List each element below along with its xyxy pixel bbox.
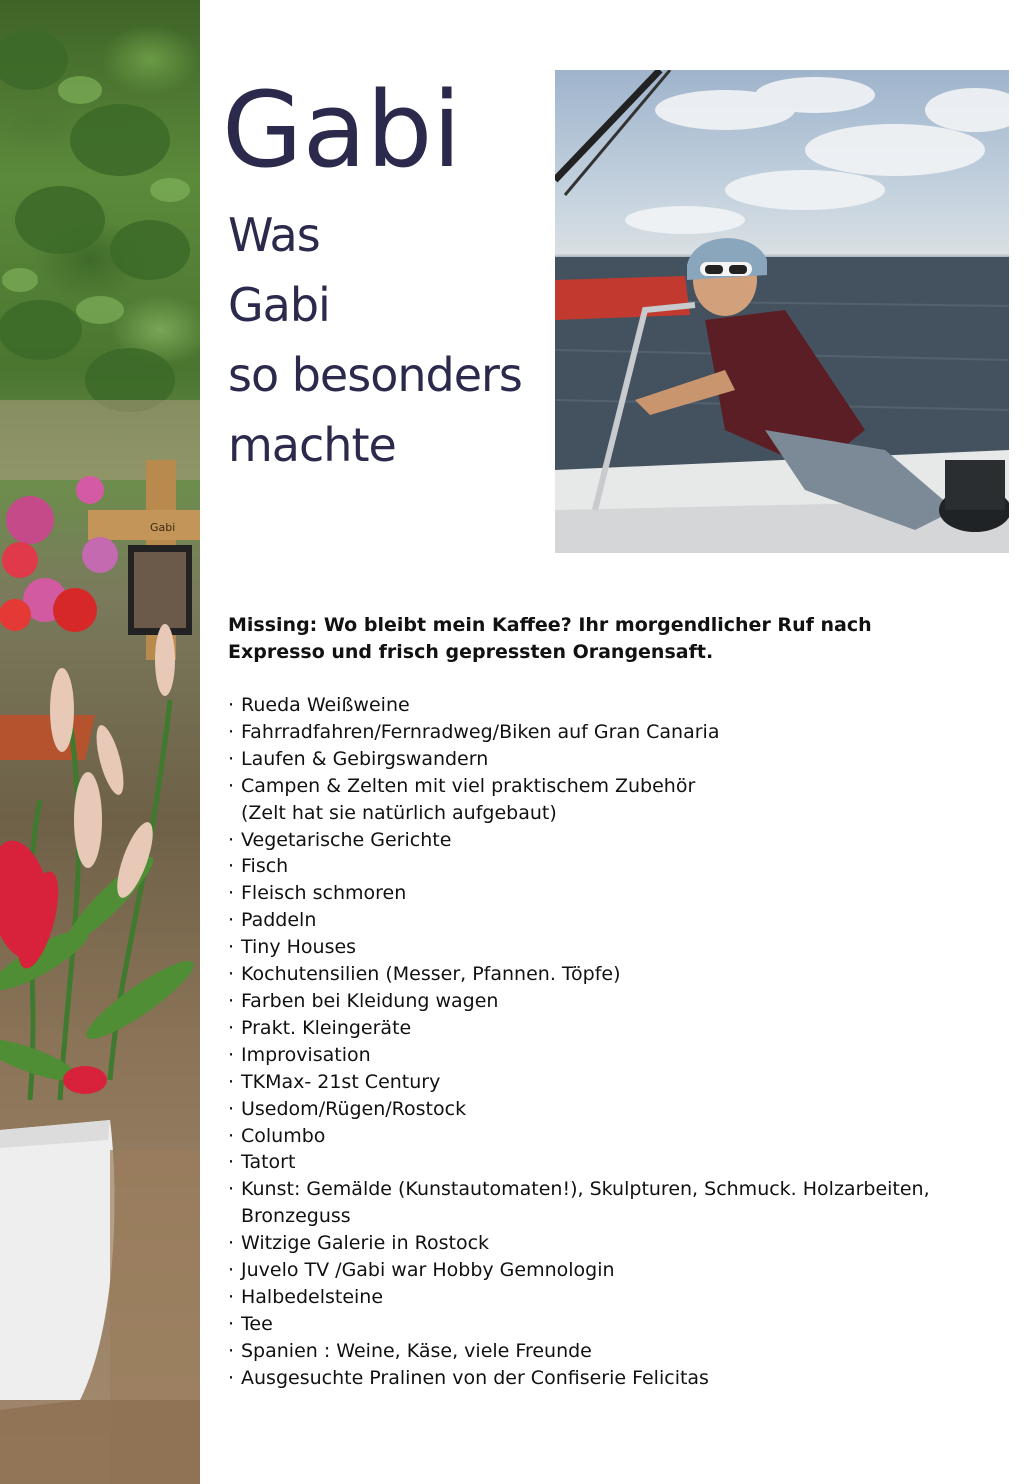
page-title: Gabi (222, 69, 462, 191)
portrait-photo-illustration (555, 70, 1009, 553)
subtitle-line: Was (228, 208, 320, 262)
page-subtitle (228, 200, 522, 480)
list-item: · Rueda Weißweine (228, 692, 1018, 719)
list-item: · Ausgesuchte Pralinen von der Confiserie Felicitas (228, 1365, 1018, 1392)
list-item: · Tiny Houses (228, 934, 1018, 961)
list-item: · Improvisation (228, 1042, 1018, 1069)
list-item: · Campen & Zelten mit viel praktischem Zubehör (Zelt hat sie natürlich aufgebaut) (228, 773, 741, 827)
list-item: · Prakt. Kleingeräte (228, 1015, 1018, 1042)
list-item: · Vegetarische Gerichte (228, 827, 1018, 854)
list-item: · Fisch (228, 853, 1018, 880)
garden-photo-illustration (0, 0, 200, 1484)
subtitle-line: so besonders (228, 348, 522, 402)
list-item: · Tee (228, 1311, 1018, 1338)
list-item: · TKMax- 21st Century (228, 1069, 1018, 1096)
list-item: · Kochutensilien (Messer, Pfannen. Töpfe) (228, 961, 1018, 988)
list-item: · Laufen & Gebirgswandern (228, 746, 1018, 773)
list-item: · Usedom/Rügen/Rostock (228, 1096, 1018, 1123)
cross-label: Gabi (150, 521, 176, 534)
subtitle-line: Gabi (228, 278, 330, 332)
list-item: · Columbo (228, 1123, 1018, 1150)
list-item: · Fahrradfahren/Fernradweg/Biken auf Gran Canaria (228, 719, 1018, 746)
list-item: · Spanien : Weine, Käse, viele Freunde (228, 1338, 1018, 1365)
list-item: · Witzige Galerie in Rostock (228, 1230, 1018, 1257)
favorites-list (228, 692, 1018, 1392)
list-item: · Fleisch schmoren (228, 880, 1018, 907)
garden-photo (0, 0, 200, 1484)
list-item: · Paddeln (228, 907, 1018, 934)
list-item: · Halbedelsteine (228, 1284, 1018, 1311)
list-item: · Farben bei Kleidung wagen (228, 988, 1018, 1015)
intro-text: Missing: Wo bleibt mein Kaffee? Ihr morgendlicher Ruf nach Expresso und frisch gepressten Orangensaft. (228, 614, 872, 663)
list-item: · Kunst: Gemälde (Kunstautomaten!), Skulpturen, Schmuck. Holzarbeiten, Bronzeguss (228, 1176, 1001, 1230)
list-item: · Tatort (228, 1149, 1018, 1176)
list-item: · Juvelo TV /Gabi war Hobby Gemnologin (228, 1257, 1018, 1284)
subtitle-line: machte (228, 418, 396, 472)
portrait-photo (555, 70, 1009, 553)
